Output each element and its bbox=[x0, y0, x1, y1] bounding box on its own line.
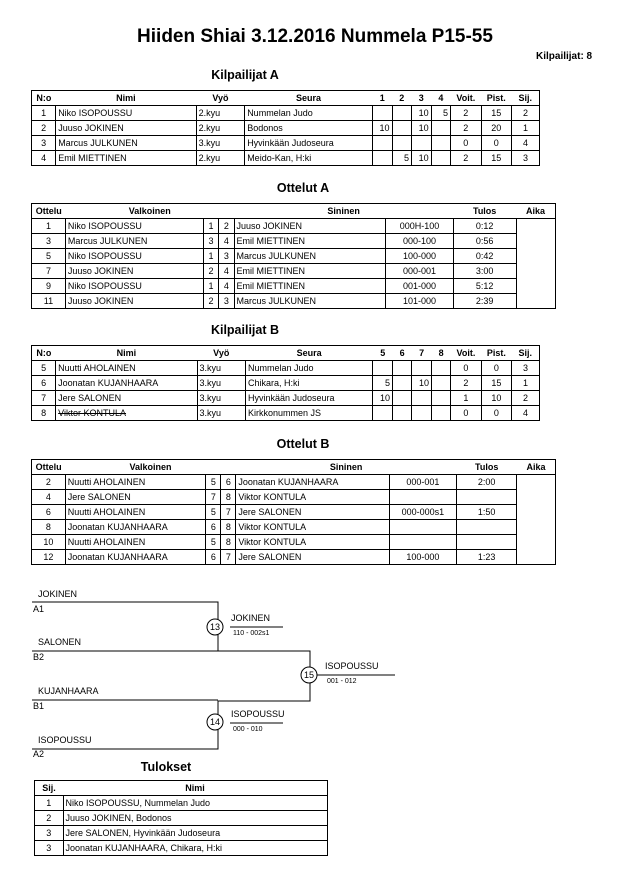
cell-name: Juuso JOKINEN, Bodonos bbox=[63, 811, 328, 826]
cell-c3: 10 bbox=[411, 106, 431, 121]
cell-time: 2:00 bbox=[456, 475, 517, 490]
column-header: Tulos bbox=[453, 204, 516, 219]
cell-result: 000-000s1 bbox=[389, 505, 456, 520]
cell-club: Kirkkonummen JS bbox=[245, 406, 372, 421]
cell-c1 bbox=[372, 151, 392, 166]
cell-name: Juuso JOKINEN bbox=[56, 121, 196, 136]
cell-white: Niko ISOPOUSSU bbox=[65, 249, 203, 264]
cell-place: 2 bbox=[512, 391, 540, 406]
bracket-a2-name: ISOPOUSSU bbox=[38, 735, 92, 745]
matches-b-table bbox=[31, 459, 556, 565]
table-row bbox=[32, 121, 540, 136]
cell-wn: 7 bbox=[206, 490, 221, 505]
column-header: Vyö bbox=[197, 346, 245, 361]
cell-white: Jere SALONEN bbox=[65, 490, 206, 505]
table-row bbox=[32, 505, 556, 520]
table-row bbox=[35, 826, 328, 841]
column-header: Valkoinen bbox=[65, 460, 236, 475]
cell-c4 bbox=[431, 121, 450, 136]
cell-no: 7 bbox=[32, 391, 56, 406]
pool-b-table bbox=[31, 345, 540, 421]
cell-name: Joonatan KUJANHAARA, Chikara, H:ki bbox=[63, 841, 328, 856]
cell-result: 001-000 bbox=[386, 279, 454, 294]
cell-time: 0:12 bbox=[453, 219, 516, 234]
cell-belt: 2.kyu bbox=[196, 151, 245, 166]
cell-time bbox=[456, 535, 517, 550]
column-header: Vyö bbox=[196, 91, 245, 106]
column-header: Ottelu bbox=[32, 460, 66, 475]
cell-bn: 7 bbox=[221, 550, 236, 565]
pool-b-heading: Kilpailijat B bbox=[210, 323, 280, 337]
cell-c4 bbox=[431, 406, 450, 421]
table-row bbox=[32, 234, 556, 249]
column-header: 7 bbox=[412, 346, 432, 361]
cell-result bbox=[389, 535, 456, 550]
cell-bn: 4 bbox=[219, 279, 234, 294]
cell-blue: Jere SALONEN bbox=[236, 550, 389, 565]
cell-result: 000H-100 bbox=[386, 219, 454, 234]
column-header: Sij. bbox=[35, 781, 64, 796]
column-header: Voit. bbox=[451, 91, 482, 106]
cell-wn: 1 bbox=[203, 219, 218, 234]
bracket-a2-seed: A2 bbox=[33, 749, 45, 759]
cell-blue: Juuso JOKINEN bbox=[234, 219, 386, 234]
table-row bbox=[32, 406, 540, 421]
matches-a-heading: Ottelut A bbox=[276, 181, 330, 195]
column-header: Sininen bbox=[234, 204, 453, 219]
column-header: Aika bbox=[517, 460, 556, 475]
cell-club: Nummelan Judo bbox=[245, 361, 372, 376]
cell-wins: 0 bbox=[451, 406, 481, 421]
cell-name: Jere SALONEN bbox=[56, 391, 197, 406]
cell-pts: 0 bbox=[481, 136, 512, 151]
cell-result: 100-000 bbox=[386, 249, 454, 264]
match-15-winner: ISOPOUSSU bbox=[325, 661, 379, 671]
cell-c2 bbox=[392, 136, 411, 151]
cell-c3 bbox=[412, 361, 432, 376]
cell-no: 3 bbox=[32, 136, 56, 151]
matches-b-heading: Ottelut B bbox=[276, 437, 330, 451]
table-row bbox=[32, 249, 556, 264]
cell-wn: 5 bbox=[206, 505, 221, 520]
cell-place: 3 bbox=[35, 841, 64, 856]
cell-bn: 3 bbox=[219, 249, 234, 264]
cell-c1 bbox=[372, 136, 392, 151]
cell-no: 3 bbox=[32, 234, 66, 249]
column-header: Nimi bbox=[56, 346, 197, 361]
cell-name: Joonatan KUJANHAARA bbox=[56, 376, 197, 391]
cell-club: Hyvinkään Judoseura bbox=[245, 136, 373, 151]
cell-name: Jere SALONEN, Hyvinkään Judoseura bbox=[63, 826, 328, 841]
match-14-number: 14 bbox=[209, 717, 221, 727]
table-row bbox=[35, 796, 328, 811]
bracket-a1-seed: A1 bbox=[33, 604, 45, 614]
cell-name: Niko ISOPOUSSU, Nummelan Judo bbox=[63, 796, 328, 811]
cell-wins: 0 bbox=[451, 136, 482, 151]
column-header: Pist. bbox=[481, 91, 512, 106]
cell-no: 2 bbox=[32, 475, 66, 490]
column-header: N:o bbox=[32, 91, 56, 106]
cell-no: 5 bbox=[32, 249, 66, 264]
cell-time: 1:50 bbox=[456, 505, 517, 520]
cell-time: 5:12 bbox=[453, 279, 516, 294]
cell-no: 7 bbox=[32, 264, 66, 279]
cell-c2: 5 bbox=[392, 151, 411, 166]
cell-time: 2:39 bbox=[453, 294, 516, 309]
cell-no: 6 bbox=[32, 376, 56, 391]
table-row bbox=[32, 520, 556, 535]
cell-white: Nuutti AHOLAINEN bbox=[65, 505, 206, 520]
cell-club: Chikara, H:ki bbox=[245, 376, 372, 391]
column-header: Sij. bbox=[512, 91, 540, 106]
cell-no: 4 bbox=[32, 151, 56, 166]
cell-club: Meido-Kan, H:ki bbox=[245, 151, 373, 166]
cell-white: Nuutti AHOLAINEN bbox=[65, 475, 206, 490]
table-row bbox=[35, 811, 328, 826]
table-row bbox=[32, 106, 540, 121]
column-header: 6 bbox=[393, 346, 412, 361]
cell-c2 bbox=[392, 106, 411, 121]
cell-c1: 10 bbox=[373, 391, 393, 406]
cell-pts: 20 bbox=[481, 121, 512, 136]
column-header: 5 bbox=[373, 346, 393, 361]
cell-bn: 2 bbox=[219, 219, 234, 234]
cell-wins: 2 bbox=[451, 121, 482, 136]
cell-name: Nuutti AHOLAINEN bbox=[56, 361, 197, 376]
cell-white: Niko ISOPOUSSU bbox=[65, 279, 203, 294]
table-row bbox=[32, 361, 540, 376]
column-header: Aika bbox=[516, 204, 555, 219]
cell-no: 5 bbox=[32, 361, 56, 376]
cell-place: 3 bbox=[512, 151, 540, 166]
cell-place: 3 bbox=[35, 826, 64, 841]
match-15-number: 15 bbox=[303, 670, 315, 680]
cell-result: 000-100 bbox=[386, 234, 454, 249]
cell-wins: 2 bbox=[451, 106, 482, 121]
table-row bbox=[32, 219, 556, 234]
cell-c4 bbox=[431, 391, 450, 406]
column-header: Seura bbox=[245, 346, 372, 361]
cell-bn: 3 bbox=[219, 294, 234, 309]
cell-no: 12 bbox=[32, 550, 66, 565]
cell-result: 000-001 bbox=[389, 475, 456, 490]
cell-bn: 8 bbox=[221, 520, 236, 535]
cell-time bbox=[456, 490, 517, 505]
cell-c1 bbox=[373, 406, 393, 421]
cell-c1: 10 bbox=[372, 121, 392, 136]
cell-blue: Viktor KONTULA bbox=[236, 520, 389, 535]
matches-a-table bbox=[31, 203, 556, 309]
cell-wn: 2 bbox=[203, 264, 218, 279]
cell-c3: 10 bbox=[411, 121, 431, 136]
cell-club: Nummelan Judo bbox=[245, 106, 373, 121]
match-14-winner: ISOPOUSSU bbox=[231, 709, 285, 719]
cell-c4: 5 bbox=[431, 106, 450, 121]
cell-no: 1 bbox=[32, 106, 56, 121]
cell-c4 bbox=[431, 151, 450, 166]
cell-club: Hyvinkään Judoseura bbox=[245, 391, 372, 406]
table-row bbox=[32, 535, 556, 550]
cell-blue: Emil MIETTINEN bbox=[234, 264, 386, 279]
pool-a-heading: Kilpailijat A bbox=[211, 68, 279, 82]
cell-place: 2 bbox=[512, 106, 540, 121]
cell-place: 4 bbox=[512, 136, 540, 151]
cell-bn: 4 bbox=[219, 234, 234, 249]
cell-belt: 2.kyu bbox=[196, 106, 245, 121]
table-row bbox=[32, 264, 556, 279]
cell-blue: Jere SALONEN bbox=[236, 505, 389, 520]
cell-c3: 10 bbox=[411, 151, 431, 166]
cell-belt: 3.kyu bbox=[197, 406, 245, 421]
column-header: 4 bbox=[431, 91, 450, 106]
cell-c4 bbox=[431, 136, 450, 151]
cell-c2 bbox=[392, 121, 411, 136]
cell-place: 1 bbox=[512, 376, 540, 391]
cell-wins: 2 bbox=[451, 376, 481, 391]
cell-no: 2 bbox=[32, 121, 56, 136]
table-row bbox=[32, 151, 540, 166]
cell-wn: 1 bbox=[203, 279, 218, 294]
column-header: Voit. bbox=[451, 346, 481, 361]
cell-blue: Joonatan KUJANHAARA bbox=[236, 475, 389, 490]
table-row bbox=[32, 279, 556, 294]
cell-belt: 3.kyu bbox=[197, 391, 245, 406]
cell-belt: 3.kyu bbox=[196, 136, 245, 151]
cell-wins: 0 bbox=[451, 361, 481, 376]
cell-wn: 1 bbox=[203, 249, 218, 264]
cell-place: 3 bbox=[512, 361, 540, 376]
column-header: Nimi bbox=[63, 781, 328, 796]
column-header: Sininen bbox=[236, 460, 457, 475]
cell-pts: 15 bbox=[481, 106, 512, 121]
column-header: 2 bbox=[392, 91, 411, 106]
cell-name: Emil MIETTINEN bbox=[56, 151, 196, 166]
column-header: 8 bbox=[431, 346, 450, 361]
column-header: 1 bbox=[372, 91, 392, 106]
cell-c3 bbox=[412, 406, 432, 421]
match-14-score: 000 - 010 bbox=[233, 726, 263, 733]
cell-pts: 15 bbox=[481, 376, 511, 391]
cell-pts: 10 bbox=[481, 391, 511, 406]
cell-time: 0:56 bbox=[453, 234, 516, 249]
cell-blue: Emil MIETTINEN bbox=[234, 279, 386, 294]
cell-white: Nuutti AHOLAINEN bbox=[65, 535, 206, 550]
column-header: Tulos bbox=[456, 460, 517, 475]
table-row bbox=[32, 136, 540, 151]
cell-c2 bbox=[393, 391, 412, 406]
cell-c1: 5 bbox=[373, 376, 393, 391]
cell-place: 1 bbox=[35, 796, 64, 811]
cell-wn: 3 bbox=[203, 234, 218, 249]
cell-place: 4 bbox=[512, 406, 540, 421]
bracket-b1-seed: B1 bbox=[33, 701, 45, 711]
cell-c2 bbox=[393, 406, 412, 421]
cell-wn: 2 bbox=[203, 294, 218, 309]
cell-time bbox=[456, 520, 517, 535]
cell-no: 8 bbox=[32, 406, 56, 421]
cell-pts: 0 bbox=[481, 406, 511, 421]
cell-no: 4 bbox=[32, 490, 66, 505]
bracket-b2-name: SALONEN bbox=[38, 637, 82, 647]
match-13-winner: JOKINEN bbox=[231, 613, 271, 623]
cell-result: 100-000 bbox=[389, 550, 456, 565]
cell-c3 bbox=[412, 391, 432, 406]
cell-time: 0:42 bbox=[453, 249, 516, 264]
column-header: Ottelu bbox=[32, 204, 66, 219]
cell-club: Bodonos bbox=[245, 121, 373, 136]
bracket-b2-seed: B2 bbox=[33, 652, 45, 662]
cell-white: Juuso JOKINEN bbox=[65, 264, 203, 279]
cell-c2 bbox=[393, 376, 412, 391]
cell-belt: 2.kyu bbox=[196, 121, 245, 136]
cell-wins: 2 bbox=[451, 151, 482, 166]
cell-result: 000-001 bbox=[386, 264, 454, 279]
cell-wins: 1 bbox=[451, 391, 481, 406]
cell-no: 6 bbox=[32, 505, 66, 520]
results-table bbox=[34, 780, 328, 856]
cell-pts: 15 bbox=[481, 151, 512, 166]
cell-name: Marcus JULKUNEN bbox=[56, 136, 196, 151]
table-row bbox=[32, 550, 556, 565]
bracket-a1-name: JOKINEN bbox=[38, 589, 78, 599]
cell-blue: Viktor KONTULA bbox=[236, 535, 389, 550]
match-13-number: 13 bbox=[209, 622, 221, 632]
column-header: Valkoinen bbox=[65, 204, 234, 219]
cell-name: Viktor KONTULA bbox=[56, 406, 197, 421]
cell-c4 bbox=[431, 361, 450, 376]
bracket bbox=[0, 580, 630, 760]
cell-result bbox=[389, 490, 456, 505]
cell-wn: 5 bbox=[206, 475, 221, 490]
table-row bbox=[32, 376, 540, 391]
cell-blue: Marcus JULKUNEN bbox=[234, 294, 386, 309]
cell-blue: Viktor KONTULA bbox=[236, 490, 389, 505]
cell-time: 1:23 bbox=[456, 550, 517, 565]
cell-blue: Marcus JULKUNEN bbox=[234, 249, 386, 264]
cell-bn: 8 bbox=[221, 535, 236, 550]
table-row bbox=[32, 391, 540, 406]
cell-result bbox=[389, 520, 456, 535]
cell-bn: 6 bbox=[221, 475, 236, 490]
bracket-b1-name: KUJANHAARA bbox=[38, 686, 99, 696]
cell-place: 1 bbox=[512, 121, 540, 136]
table-row bbox=[35, 841, 328, 856]
cell-wn: 6 bbox=[206, 550, 221, 565]
cell-belt: 3.kyu bbox=[197, 361, 245, 376]
cell-c3: 10 bbox=[412, 376, 432, 391]
table-row bbox=[32, 475, 556, 490]
cell-blue: Emil MIETTINEN bbox=[234, 234, 386, 249]
column-header: N:o bbox=[32, 346, 56, 361]
pool-a-table bbox=[31, 90, 540, 166]
page-title: Hiiden Shiai 3.12.2016 Nummela P15-55 bbox=[137, 26, 493, 47]
cell-pts: 0 bbox=[481, 361, 511, 376]
cell-no: 8 bbox=[32, 520, 66, 535]
cell-bn: 8 bbox=[221, 490, 236, 505]
cell-wn: 6 bbox=[206, 520, 221, 535]
cell-white: Marcus JULKUNEN bbox=[65, 234, 203, 249]
competitors-count: Kilpailijat: 8 bbox=[536, 51, 593, 62]
cell-bn: 7 bbox=[221, 505, 236, 520]
cell-no: 1 bbox=[32, 219, 66, 234]
cell-no: 9 bbox=[32, 279, 66, 294]
column-header: 3 bbox=[411, 91, 431, 106]
cell-no: 10 bbox=[32, 535, 66, 550]
cell-white: Niko ISOPOUSSU bbox=[65, 219, 203, 234]
cell-c2 bbox=[393, 361, 412, 376]
cell-c3 bbox=[411, 136, 431, 151]
table-row bbox=[32, 294, 556, 309]
cell-place: 2 bbox=[35, 811, 64, 826]
cell-wn: 5 bbox=[206, 535, 221, 550]
match-15-score: 001 - 012 bbox=[327, 678, 357, 685]
match-13-score: 110 - 002s1 bbox=[233, 630, 270, 637]
cell-no: 11 bbox=[32, 294, 66, 309]
cell-belt: 3.kyu bbox=[197, 376, 245, 391]
cell-white: Juuso JOKINEN bbox=[65, 294, 203, 309]
results-heading: Tulokset bbox=[140, 760, 192, 774]
cell-result: 101-000 bbox=[386, 294, 454, 309]
column-header: Seura bbox=[245, 91, 373, 106]
column-header: Nimi bbox=[56, 91, 196, 106]
column-header: Sij. bbox=[512, 346, 540, 361]
cell-name: Niko ISOPOUSSU bbox=[56, 106, 196, 121]
table-row bbox=[32, 490, 556, 505]
cell-white: Joonatan KUJANHAARA bbox=[65, 520, 206, 535]
column-header: Pist. bbox=[481, 346, 511, 361]
cell-time: 3:00 bbox=[453, 264, 516, 279]
cell-bn: 4 bbox=[219, 264, 234, 279]
cell-white: Joonatan KUJANHAARA bbox=[65, 550, 206, 565]
cell-c1 bbox=[372, 106, 392, 121]
cell-c1 bbox=[373, 361, 393, 376]
cell-c4 bbox=[431, 376, 450, 391]
